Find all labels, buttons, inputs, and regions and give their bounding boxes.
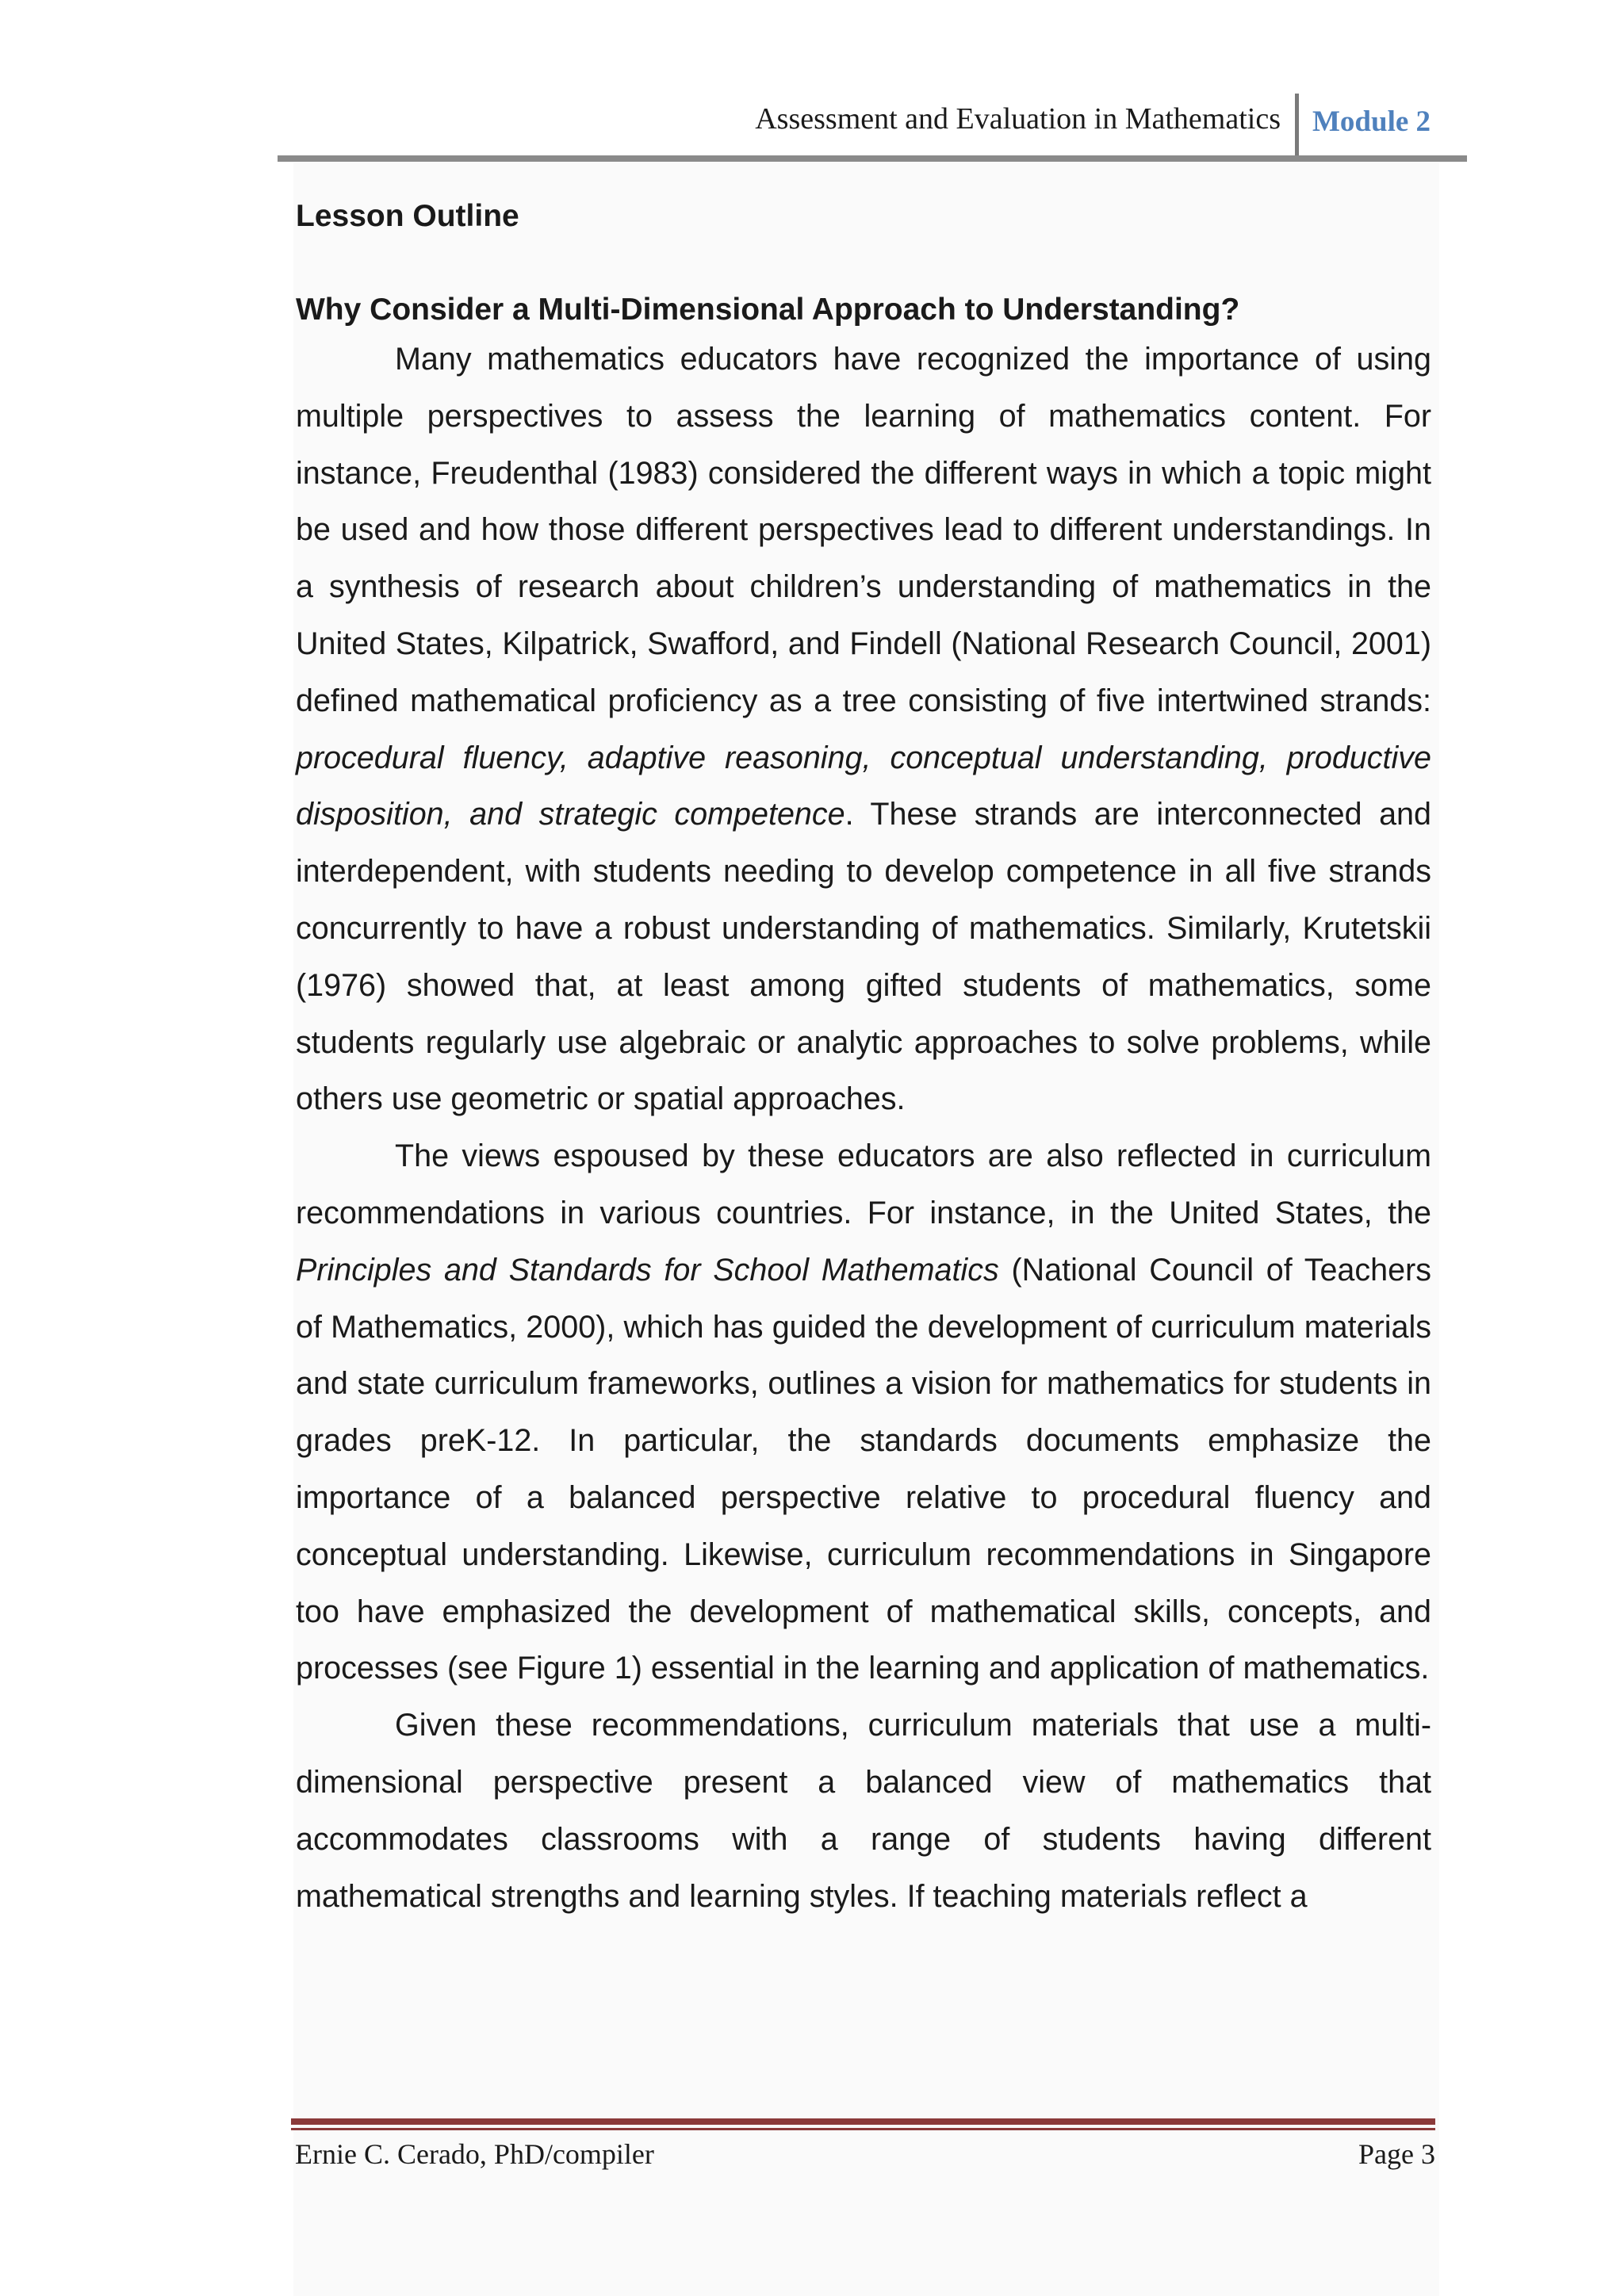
paragraph-2: [296, 1128, 1431, 1697]
footer-rule: [291, 2118, 1435, 2125]
footer-rule-thin: [291, 2128, 1435, 2130]
paragraph-1-text-a: Many mathematics educators have recognized the importance of using multiple perspectives to assess the learning of mathematics content. For instance, Freudenthal (1983) considered the different ways in which a topic might be used and how those different perspectives lead to different understandings. In a synthesis of research about children’s understanding of mathematics in the United States, Kilpatrick, Swafford, and Findell (National Research Council, 2001) defined mathematical proficiency as a tree consisting of five intertwined strands:: [296, 342, 1431, 718]
paragraph-1: [296, 331, 1431, 1128]
header-rule: [278, 155, 1467, 162]
document-body: [296, 197, 1431, 1925]
footer-author: Ernie C. Cerado, PhD/compiler: [295, 2138, 654, 2170]
header-divider: [1295, 94, 1299, 159]
page-number: Page 3: [1358, 2138, 1435, 2170]
paragraph-1-italic: procedural fluency, adaptive reasoning, conceptual understanding, productive disposition, and strategic competence: [296, 740, 1431, 832]
paragraph-3: Given these recommendations, curriculum materials that use a multi-dimensional perspective present a balanced view of mathematics that accommodates classrooms with a range of students having different mathematical strengths and learning styles. If teaching materials reflect a: [296, 1708, 1431, 1914]
paragraph-2-italic: Principles and Standards for School Mathematics: [296, 1252, 999, 1288]
module-label: Module 2: [1312, 105, 1431, 138]
section-heading: Lesson Outline: [296, 199, 519, 233]
page-header: [278, 94, 1467, 161]
paragraph-2-text-a: The views espoused by these educators are also reflected in curriculum recommendations in various countries. For instance, in the United States, the: [296, 1138, 1431, 1230]
paragraph-1-text-b: . These strands are interconnected and interdependent, with students needing to develop competence in all five strands concurrently to have a robust understanding of mathematics. Similarly, Krutetskii (1976) showed that, at least among gifted students of mathematics, some students regularly use algebraic or analytic approaches to solve problems, while others use geometric or spatial approaches.: [296, 797, 1431, 1117]
paragraph-2-text-b: (National Council of Teachers of Mathematics, 2000), which has guided the development of curriculum materials and state curriculum frameworks, outlines a vision for mathematics for students in grades preK-12. In particular, the standards documents emphasize the importance of a balanced perspective relative to procedural fluency and conceptual understanding. Likewise, curriculum recommendations in Singapore too have emphasized the development of mathematical skills, concepts, and processes (see Figure 1) essential in the learning and application of mathematics.: [296, 1252, 1431, 1686]
subsection-heading: Why Consider a Multi-Dimensional Approach to Understanding?: [296, 293, 1240, 327]
header-title: Assessment and Evaluation in Mathematics: [755, 102, 1281, 136]
